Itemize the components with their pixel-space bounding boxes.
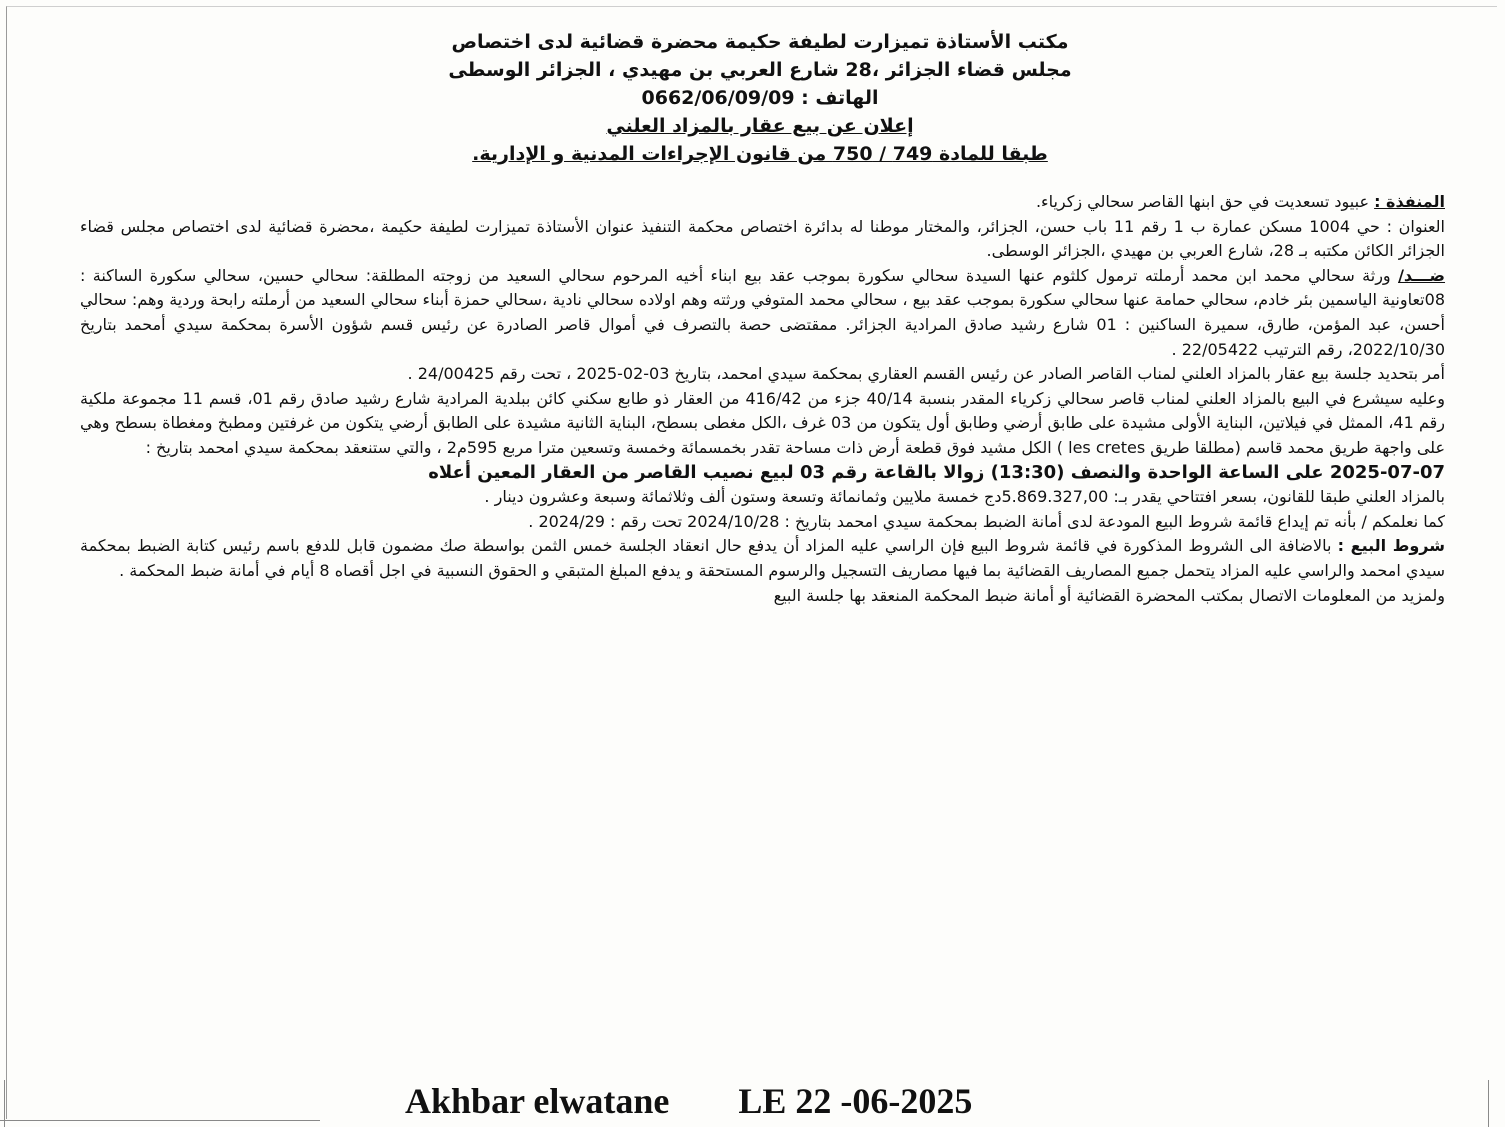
announcement-header [300,28,1220,168]
executor-paragraph [80,190,1445,215]
conditions-text: بالاضافة الى الشروط المذكورة في قائمة شروط البيع فإن الراسي عليه المزاد أن يدفع حال انعقاد الجلسة خمس الثمن بواسطة صك مضمون قابل للدفع باسم رئيس كتابة الضبط بمحكمة سيدي امحمد والراسي عليه المزاد يتحمل جميع المصاريف القضائية بما فيها مصاريف التسجيل والرسوم المستحقة و يدفع المبلغ المتبقي و الحقوق النسبية في اجل أقصاه 8 أيام في أمانة ضبط المحكمة . [80,536,1445,580]
office-phone: الهاتف : 0662/06/09/09 [641,87,879,109]
office-address: مجلس قضاء الجزائر ،28 شارع العربي بن مهيدي ، الجزائر الوسطى [448,59,1072,81]
announcement-title: إعلان عن بيع عقار بالمزاد العلني [606,115,914,137]
court-order-paragraph: أمر بتحديد جلسة بيع عقار بالمزاد العلني لمناب القاصر الصادر عن رئيس القسم العقاري بمحكمة سيدي امحمد، بتاريخ 03-02-2025 ، تحت رقم 24/00425 . [407,364,1445,384]
conditions-paragraph [80,534,1445,583]
publication-date: LE 22 -06-2025 [738,1081,973,1121]
scan-edge-right [1488,1080,1489,1127]
sale-date-line: 2025-07-07 على الساعة الواحدة والنصف (13:30) زوالا بالقاعة رقم 03 لبيع نصيب القاصر من العقار المعين أعلاه [428,461,1445,483]
conditions-label: شروط البيع : [1337,536,1445,556]
against-label: ضـــد/ [1398,265,1446,285]
address-paragraph: العنوان : حي 1004 مسكن عمارة ب 1 رقم 11 باب حسن، الجزائر، والمختار موطنا له بدائرة اختصاص محكمة التنفيذ عنوان الأستاذة تميزارت لطيفة حكيمة ،محضرة قضائية لدى اختصاص مجلس قضاء الجزائر الكائن مكتبه بـ 28، شارع العربي بن مهيدي ،الجزائر الوسطى. [80,216,1446,261]
contact-paragraph: ولمزيد من المعلومات الاتصال بمكتب المحضرة القضائية أو أمانة ضبط المحكمة المنعقد بها جلسة البيع [773,585,1445,605]
price-paragraph: بالمزاد العلني طبقا للقانون، بسعر افتتاحي يقدر بـ: 5.869.327,00دج خمسة ملايين وثمانمائة وتسعة وستون ألف وثلاثمائة وسبعة وعشرون دينار . [484,487,1445,507]
against-text: ورثة سحالي محمد ابن محمد أرملته ترمول كلثوم عنها السيدة سحالي سكورة بموجب عقد بيع ابناء أخيه المرحوم سحالي السعيد من زوجته المطلقة: سحالي حسين، سحالي سكورة الساكنة : 08تعاونية الياسمين بئر خادم، سحالي حمامة عنها سحالي سكورة بموجب عقد بيع ، سحالي محمد المتوفي ورثته وهم اولاده سحالي نادية ،سحالي حمزة أبناء سحالي السعيد من أرملته رابحة وردية وهم: سحالي أحسن، عبد المؤمن، طارق، سميرة الساكنين : 01 شارع رشيد صادق المرادية الجزائر. ممقتضى حصة بالتصرف في أموال قاصر الصادرة عن رئيس قسم شؤون الأسرة بمحكمة سيدي أمحمد بتاريخ 2022/10/30، رقم الترتيب 22/05422 . [80,265,1446,359]
deposit-paragraph: كما نعلمكم / بأنه تم إيداع قائمة شروط البيع المودعة لدى أمانة الضبط بمحكمة سيدي امحمد بتاريخ : 2024/10/28 تحت رقم : 2024/29 . [528,511,1445,531]
executor-label: المنفذة : [1374,192,1445,211]
newspaper-name: Akhbar elwatane [405,1081,670,1121]
scan-edge-bottom [0,1120,320,1121]
office-name: مكتب الأستاذة تميزارت لطيفة حكيمة محضرة قضائية لدى اختصاص [451,31,1069,53]
legal-reference: طبقا للمادة 749 / 750 من قانون الإجراءات المدنية و الإدارية. [472,143,1048,165]
executor-text: عبيود تسعديت في حق ابنها القاصر سحالي زكرياء. [1035,192,1369,211]
against-paragraph [80,264,1445,362]
announcement-body [80,190,1445,608]
property-paragraph: وعليه سيشرع في البيع بالمزاد العلني لمناب قاصر سحالي زكرياء المقدر بنسبة 40/14 جزء من 416/42 من العقار ذو طابع سكني كائن ببلدية المرادية شارع رشيد صادق رقم 01، قسم 11 مجموعة ملكية رقم 41، الممثل في فيلاتين، البناية الأولى مشيدة على طابق أرضي وطابق أول يتكون من 03 غرف ،الكل مغطى بسطح، البناية الثانية مشيدة على الطابق أرضي يتكون من غرفتين ومطبخ ومغطاة بسطح وهي على واجهة طريق محمد قاسم (مطلقا طريق les cretes ) الكل مشيد فوق قطعة أرض ذات مساحة تقدر بخمسمائة وخمسة وتسعين مترا مربع 595م2 ، والتي ستنعقد بمحكمة سيدي امحمد بتاريخ : [80,388,1446,457]
publication-footer [405,1080,972,1122]
